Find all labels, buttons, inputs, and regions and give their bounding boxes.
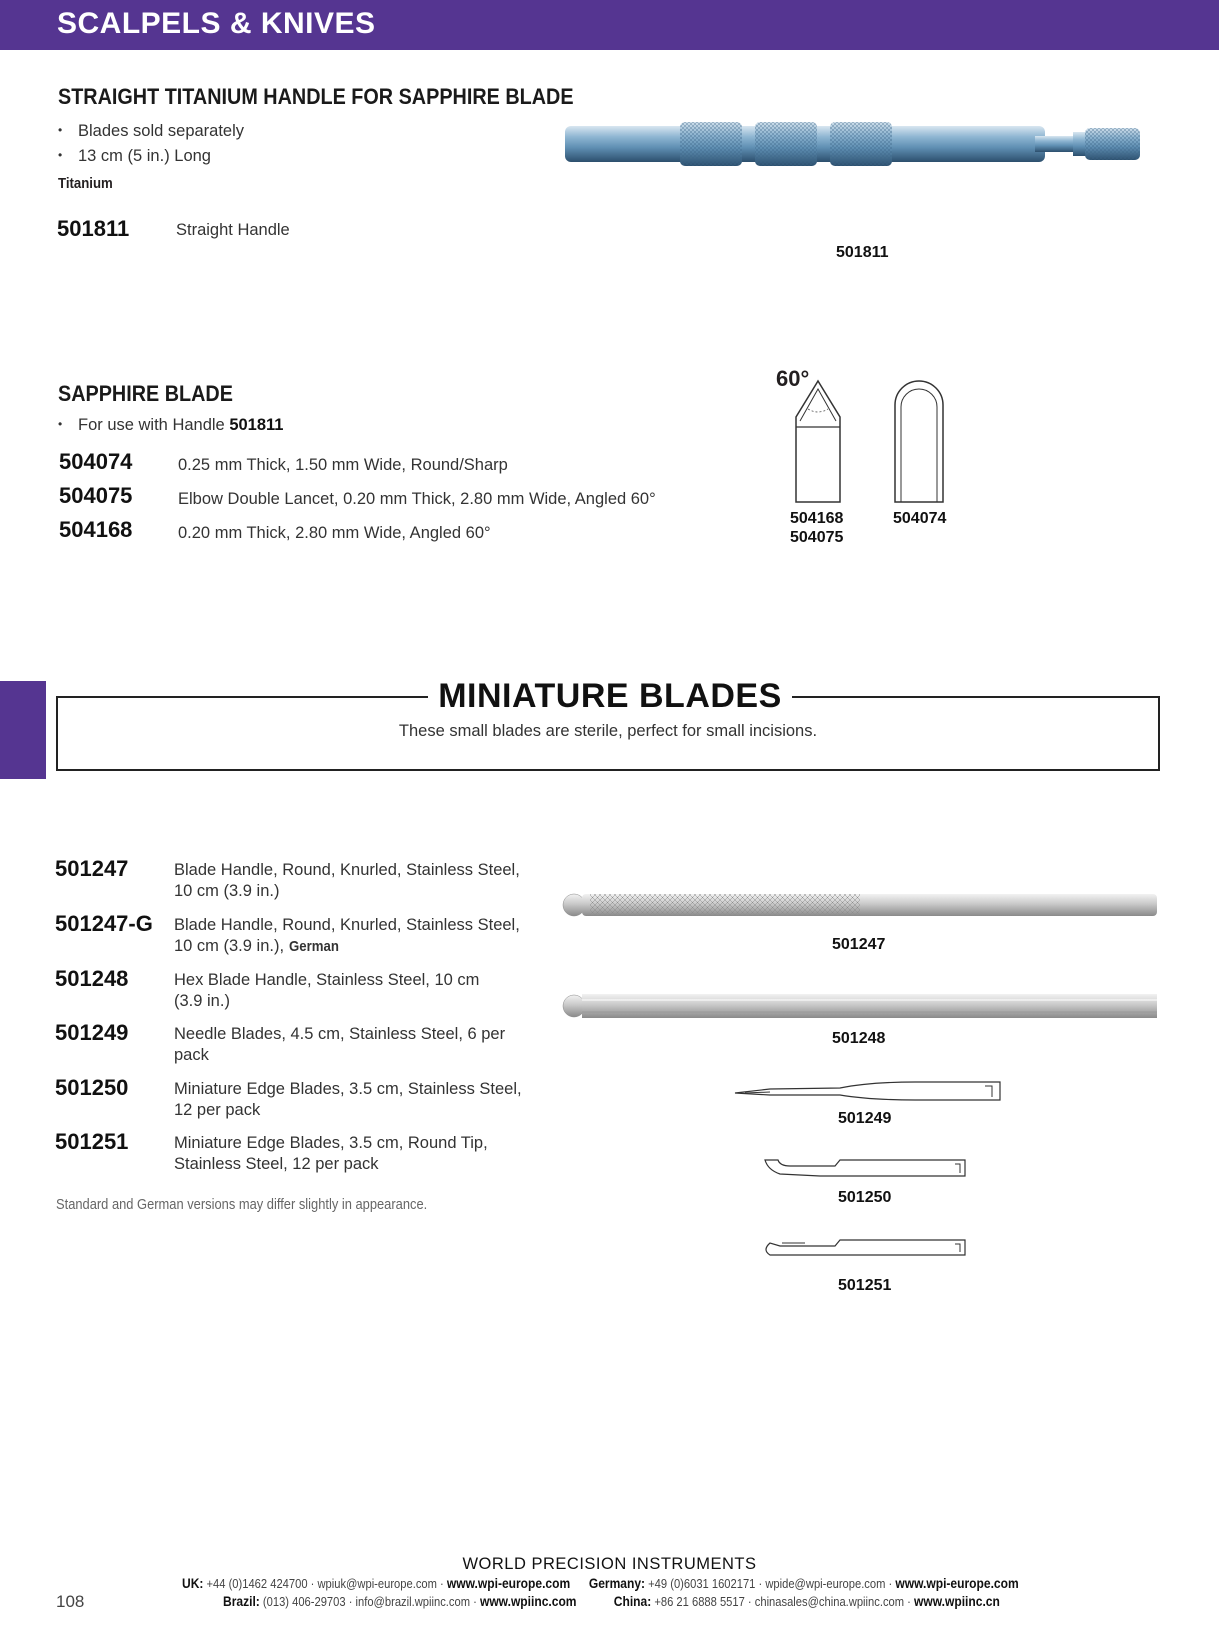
product-code-504075: 504075 <box>59 483 133 508</box>
footer-line-1: UK: +44 (0)1462 424700 · wpiuk@wpi-europe.com · www.wpi-europe.com Germany: +49 (0)6031 1602171 · wpide@wpi-europe.com · www.wpi-europe.com <box>182 1575 1019 1591</box>
product-desc-501811: Straight Handle <box>176 221 290 239</box>
edge-blade-image <box>760 1156 970 1182</box>
miniature-section-title: MINIATURE BLADES <box>438 677 782 715</box>
section-side-tab <box>0 681 46 779</box>
germany-web-link[interactable]: www.wpi-europe.com <box>895 1575 1019 1591</box>
needle-blade-image <box>730 1078 1005 1104</box>
product-desc-504168: 0.20 mm Thick, 2.80 mm Wide, Angled 60° <box>178 524 491 542</box>
product-code-501247-G: 501247-G <box>55 911 153 936</box>
product-desc-504074: 0.25 mm Thick, 1.50 mm Wide, Round/Sharp <box>178 456 508 474</box>
titanium-handle-image <box>555 108 1170 188</box>
handle-material: Titanium <box>58 175 113 192</box>
image-label-504075: 504075 <box>790 529 844 546</box>
image-label-504168: 504168 <box>790 510 844 527</box>
product-desc-501247-G: Blade Handle, Round, Knurled, Stainless Steel, 10 cm (3.9 in.), German <box>174 916 520 955</box>
product-desc-501248: Hex Blade Handle, Stainless Steel, 10 cm (3.9 in.) <box>174 971 480 1010</box>
footer-company: WORLD PRECISION INSTRUMENTS <box>462 1555 757 1573</box>
image-label-501251: 501251 <box>838 1277 892 1294</box>
round-tip-blade-image <box>760 1236 970 1262</box>
page-number: 108 <box>56 1592 85 1611</box>
uk-web-link[interactable]: www.wpi-europe.com <box>446 1575 571 1591</box>
handle-bullet-2: • 13 cm (5 in.) Long <box>58 147 211 165</box>
image-label-504074: 504074 <box>893 510 947 527</box>
appearance-note: Standard and German versions may differ slightly in appearance. <box>56 1196 428 1213</box>
china-web-link[interactable]: www.wpiinc.cn <box>913 1593 1000 1609</box>
product-code-504074: 504074 <box>59 449 133 474</box>
image-label-501249: 501249 <box>838 1110 892 1127</box>
product-code-501249: 501249 <box>55 1020 129 1045</box>
miniature-subtitle: These small blades are sterile, perfect for small incisions. <box>398 722 818 740</box>
footer-line-2: Brazil: (013) 406-29703 · info@brazil.wpiinc.com · www.wpiinc.com China: +86 21 6888 5517 · chinasales@china.wpiinc.com · www.wpiinc.cn <box>223 1593 1000 1609</box>
product-code-501811: 501811 <box>57 216 130 241</box>
miniature-title-wrap <box>428 673 792 719</box>
product-code-501251: 501251 <box>55 1129 129 1154</box>
product-code-501248: 501248 <box>55 966 129 991</box>
handle-bullet-1: • Blades sold separately <box>58 122 245 140</box>
brazil-web-link[interactable]: www.wpiinc.com <box>479 1593 577 1609</box>
image-label-501248: 501248 <box>832 1030 886 1047</box>
sapphire-section-title: SAPPHIRE BLADE <box>58 381 233 406</box>
product-code-501250: 501250 <box>55 1075 129 1100</box>
image-label-501250: 501250 <box>838 1189 892 1206</box>
product-desc-504075: Elbow Double Lancet, 0.20 mm Thick, 2.80 mm Wide, Angled 60° <box>178 490 656 508</box>
image-label-501811: 501811 <box>836 244 889 261</box>
knurled-handle-image <box>560 885 1165 925</box>
sapphire-blade-diagram <box>790 375 960 505</box>
product-desc-501251: Miniature Edge Blades, 3.5 cm, Round Tip, Stainless Steel, 12 per pack <box>174 1134 488 1173</box>
handle-section-title: STRAIGHT TITANIUM HANDLE FOR SAPPHIRE BLADE <box>58 84 574 109</box>
angle-label: 60° <box>776 366 810 391</box>
product-code-504168: 504168 <box>59 517 133 542</box>
hex-handle-image <box>560 986 1165 1026</box>
product-desc-501247: Blade Handle, Round, Knurled, Stainless Steel, 10 cm (3.9 in.) <box>174 861 520 900</box>
sapphire-bullet: • For use with Handle 501811 <box>58 416 284 434</box>
page-header-title: SCALPELS & KNIVES <box>57 7 376 40</box>
product-desc-501250: Miniature Edge Blades, 3.5 cm, Stainless Steel, 12 per pack <box>174 1080 522 1119</box>
product-desc-501249: Needle Blades, 4.5 cm, Stainless Steel, 6 per pack <box>174 1025 506 1064</box>
image-label-501247: 501247 <box>832 936 886 953</box>
product-code-501247: 501247 <box>55 856 129 881</box>
